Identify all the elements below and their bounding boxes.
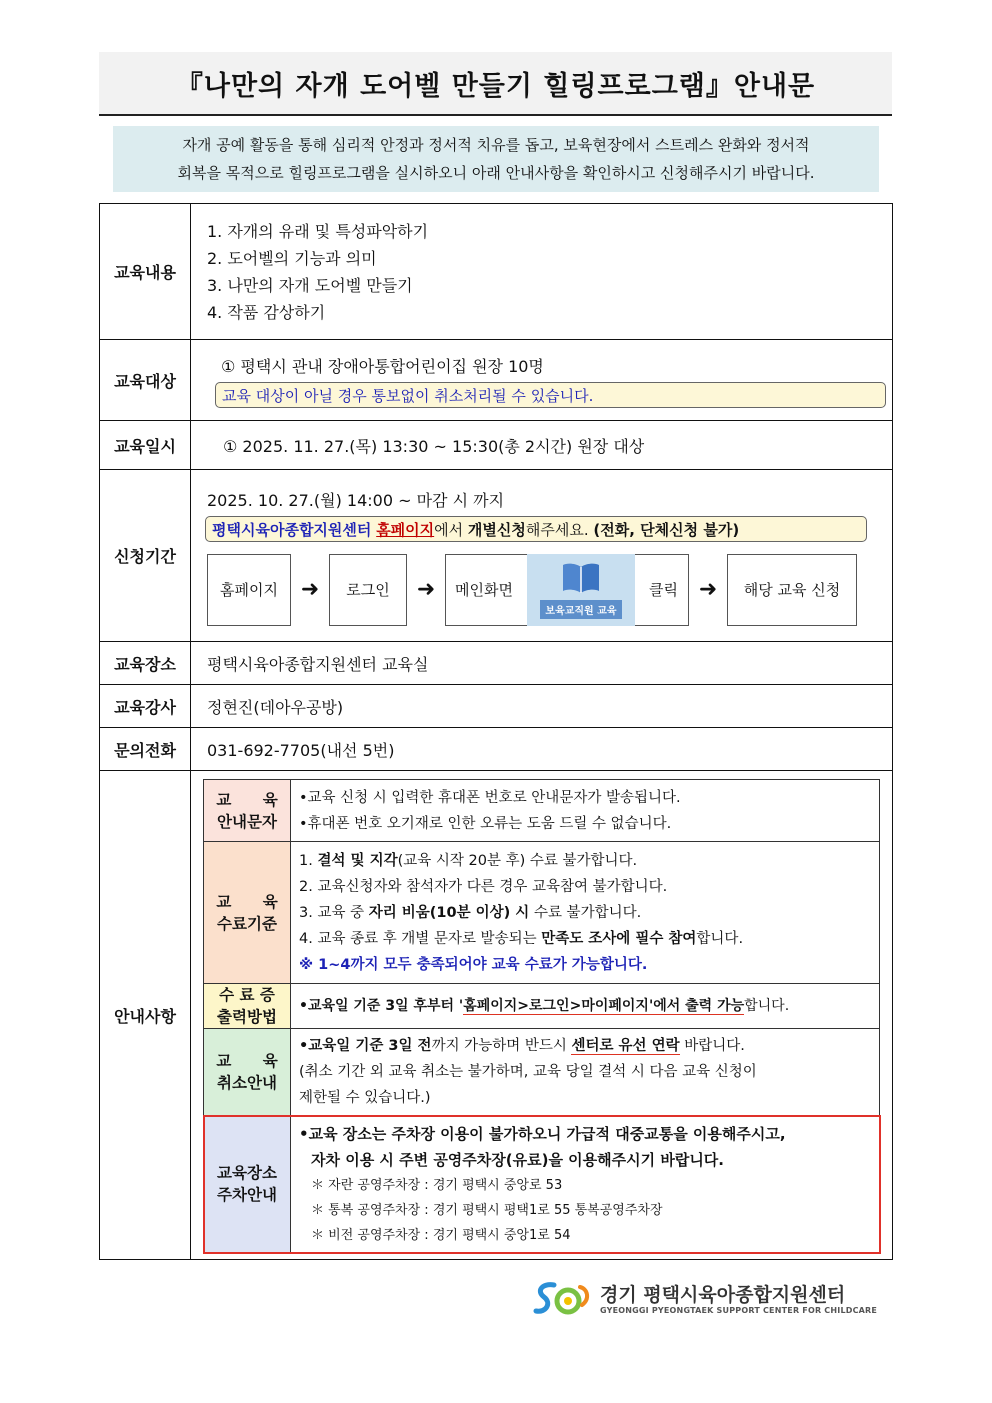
cancel-c: 센터로 유선 연락	[571, 1038, 680, 1054]
apply-note-tail: 해주세요.	[525, 520, 589, 539]
page-title: 『나만의 자개 도어벨 만들기 힐링프로그램』안내문	[99, 52, 892, 116]
completion-label	[204, 842, 291, 984]
parking-line-1: •교육 장소는 주차장 이용이 불가하오니 가급적 대중교통을 이용해주시고,	[299, 1124, 786, 1143]
row-instructor	[100, 685, 893, 728]
cancel-content	[291, 1029, 880, 1116]
label-notice: 안내사항	[100, 771, 191, 1260]
apply-note-org: 평택시육아종합지원센터	[212, 520, 372, 539]
completion-line-5: ※ 1~4까지 모두 충족되어야 교육 수료가 가능합니다.	[299, 956, 648, 973]
notice-parking	[204, 1116, 880, 1253]
certificate-content	[291, 984, 880, 1029]
center-logo-name: 경기 평택시육아종합지원센터	[600, 1283, 846, 1306]
phone-value: 031-692-7705(내선 5번)	[191, 728, 893, 771]
completion-line-3-c: 수료 불가합니다.	[533, 904, 642, 921]
arrow-icon: ➜	[698, 577, 718, 602]
apply-note-individual: 개별신청	[467, 520, 526, 539]
notice-completion	[204, 842, 880, 984]
apply-period: 2025. 10. 27.(월) 14:00 ~ 마감 시 까지	[207, 490, 505, 510]
apply-note-homepage[interactable]: 홈페이지	[376, 520, 435, 539]
education-button-label: 보육교직원 교육	[540, 600, 621, 619]
notice-cancel	[204, 1029, 880, 1116]
notice-table	[203, 779, 880, 1253]
cancel-a: •교육일 기준 3일 전	[299, 1038, 432, 1054]
center-logo	[532, 1278, 892, 1320]
step-click: 클릭	[649, 581, 678, 599]
completion-label-2: 수료기준	[217, 914, 277, 933]
apply-note	[205, 516, 867, 542]
cancel-label	[204, 1029, 291, 1116]
center-logo-english: GYEONGGI PYEONGTAEK SUPPORT CENTER FOR CHILDCARE	[600, 1305, 878, 1315]
completion-line-1-a: 1.	[299, 852, 313, 869]
content-item: 2. 도어벨의 기능과 의미	[207, 248, 377, 268]
row-date	[100, 421, 893, 470]
info-table	[99, 203, 893, 1260]
completion-line-3-b: 자리 비움(10분 이상) 시	[368, 904, 530, 921]
content-item: 1. 자개의 유래 및 특성파악하기	[207, 221, 429, 241]
certificate-c: '에서 출력 가능	[648, 998, 745, 1014]
parking-content	[291, 1116, 880, 1253]
label-apply: 신청기간	[100, 470, 191, 642]
completion-line-1-b: 결석 및 지각	[317, 852, 398, 869]
label-content: 교육내용	[100, 204, 191, 340]
completion-line-1-c: (교육 시작 20분 후) 수료 불가합니다.	[397, 852, 638, 869]
label-phone: 문의전화	[100, 728, 191, 771]
step-main-screen	[445, 554, 689, 626]
target-note: 교육 대상이 아닐 경우 통보없이 취소처리될 수 있습니다.	[215, 382, 886, 408]
row-place	[100, 642, 893, 685]
center-logo-icon	[532, 1279, 592, 1319]
completion-label-1: 교 육	[216, 892, 278, 911]
book-icon	[561, 561, 601, 595]
row-content	[100, 204, 893, 340]
sms-label	[204, 780, 291, 842]
completion-line-4-a: 4. 교육 종료 후 개별 문자로 발송되는	[299, 930, 537, 947]
certificate-label-1: 수 료 증	[219, 986, 275, 1004]
completion-line-3-a: 3. 교육 중	[299, 904, 365, 921]
sms-content	[291, 780, 880, 842]
completion-line-4-c: 합니다.	[696, 930, 744, 947]
sms-label-2: 안내문자	[217, 812, 277, 831]
step-homepage: 홈페이지	[207, 554, 291, 626]
apply-note-mid: 에서	[434, 520, 464, 539]
label-instructor: 교육강사	[100, 685, 191, 728]
certificate-label	[204, 984, 291, 1029]
sms-line: •교육 신청 시 입력한 휴대폰 번호로 안내문자가 발송됩니다.	[299, 789, 681, 806]
parking-sub: ＊ 비전 공영주차장 : 경기 평택시 중앙1로 54	[311, 1227, 571, 1243]
arrow-icon: ➜	[416, 577, 436, 602]
completion-line-2: 2. 교육신청자와 참석자가 다른 경우 교육참여 불가합니다.	[299, 878, 668, 895]
place-value: 평택시육아종합지원센터 교육실	[191, 642, 893, 685]
certificate-d: 합니다.	[744, 998, 790, 1014]
intro-line-1: 자개 공예 활동을 통해 심리적 안정과 정서적 치유를 돕고, 보육현장에서 스트레스 완화와 정서적	[182, 136, 810, 154]
label-place: 교육장소	[100, 642, 191, 685]
completion-line-4-b: 만족도 조사에 필수 참여	[541, 930, 697, 947]
cancel-label-1: 교 육	[216, 1052, 278, 1070]
completion-line-3	[299, 900, 871, 926]
row-target	[100, 340, 893, 421]
instructor-value: 정현진(데아우공방)	[191, 685, 893, 728]
content-list	[191, 204, 893, 340]
arrow-icon: ➜	[300, 577, 320, 602]
intro-text	[113, 126, 879, 192]
target-cell	[191, 340, 893, 421]
date-value: ① 2025. 11. 27.(목) 13:30 ~ 15:30(총 2시간) 원장 대상	[191, 421, 893, 470]
cancel-line-2: (취소 기간 외 교육 취소는 불가하며, 교육 당일 결석 시 다음 교육 신청이	[299, 1064, 757, 1080]
completion-line-4	[299, 926, 871, 952]
row-phone	[100, 728, 893, 771]
cancel-b: 까지 가능하며 반드시	[431, 1038, 567, 1054]
row-notice	[100, 771, 893, 1260]
notice-cell	[191, 771, 893, 1260]
step-apply: 해당 교육 신청	[727, 554, 857, 626]
sms-line: •휴대폰 번호 오기재로 인한 오류는 도움 드릴 수 없습니다.	[299, 815, 672, 832]
completion-content	[291, 842, 880, 984]
content-item: 3. 나만의 자개 도어벨 만들기	[207, 275, 413, 295]
apply-note-paren: (전화, 단체신청 불가)	[593, 520, 740, 539]
parking-line-2: 자차 이용 시 주변 공영주차장(유료)을 이용해주시기 바랍니다.	[311, 1150, 724, 1169]
target-main: ① 평택시 관내 장애아통합어린이집 원장 10명	[221, 357, 544, 376]
parking-sub: ＊ 자란 공영주차장 : 경기 평택시 중앙로 53	[311, 1177, 563, 1193]
content-item: 4. 작품 감상하기	[207, 302, 326, 322]
cancel-line-3: 제한될 수 있습니다.)	[299, 1090, 431, 1106]
apply-cell	[191, 470, 893, 642]
completion-line-1	[299, 848, 871, 874]
notice-sms	[204, 780, 880, 842]
parking-label	[204, 1116, 291, 1253]
cancel-d: 바랍니다.	[684, 1038, 745, 1054]
parking-label-1: 교육장소	[217, 1164, 277, 1182]
parking-label-2: 주차안내	[217, 1186, 277, 1204]
cancel-line-1	[299, 1033, 871, 1059]
certificate-b: 홈페이지>로그인>마이페이지	[463, 998, 649, 1014]
step-login: 로그인	[329, 554, 407, 626]
notice-certificate	[204, 984, 880, 1029]
row-apply	[100, 470, 893, 642]
intro-line-2: 회복을 목적으로 힐링프로그램을 실시하오니 아래 안내사항을 확인하시고 신청해주시기 바랍니다.	[177, 164, 815, 182]
label-target: 교육대상	[100, 340, 191, 421]
cancel-label-2: 취소안내	[217, 1074, 277, 1092]
label-date: 교육일시	[100, 421, 191, 470]
education-button[interactable]	[527, 554, 635, 626]
apply-flow	[207, 554, 872, 626]
certificate-label-2: 출력방법	[217, 1008, 277, 1026]
sms-label-1: 교 육	[216, 790, 278, 809]
parking-sub: ＊ 통복 공영주차장 : 경기 평택시 평택1로 55 통복공영주차장	[311, 1202, 663, 1218]
step-main-screen-label: 메인화면	[455, 581, 513, 599]
certificate-a: •교육일 기준 3일 후부터 '	[299, 998, 464, 1014]
